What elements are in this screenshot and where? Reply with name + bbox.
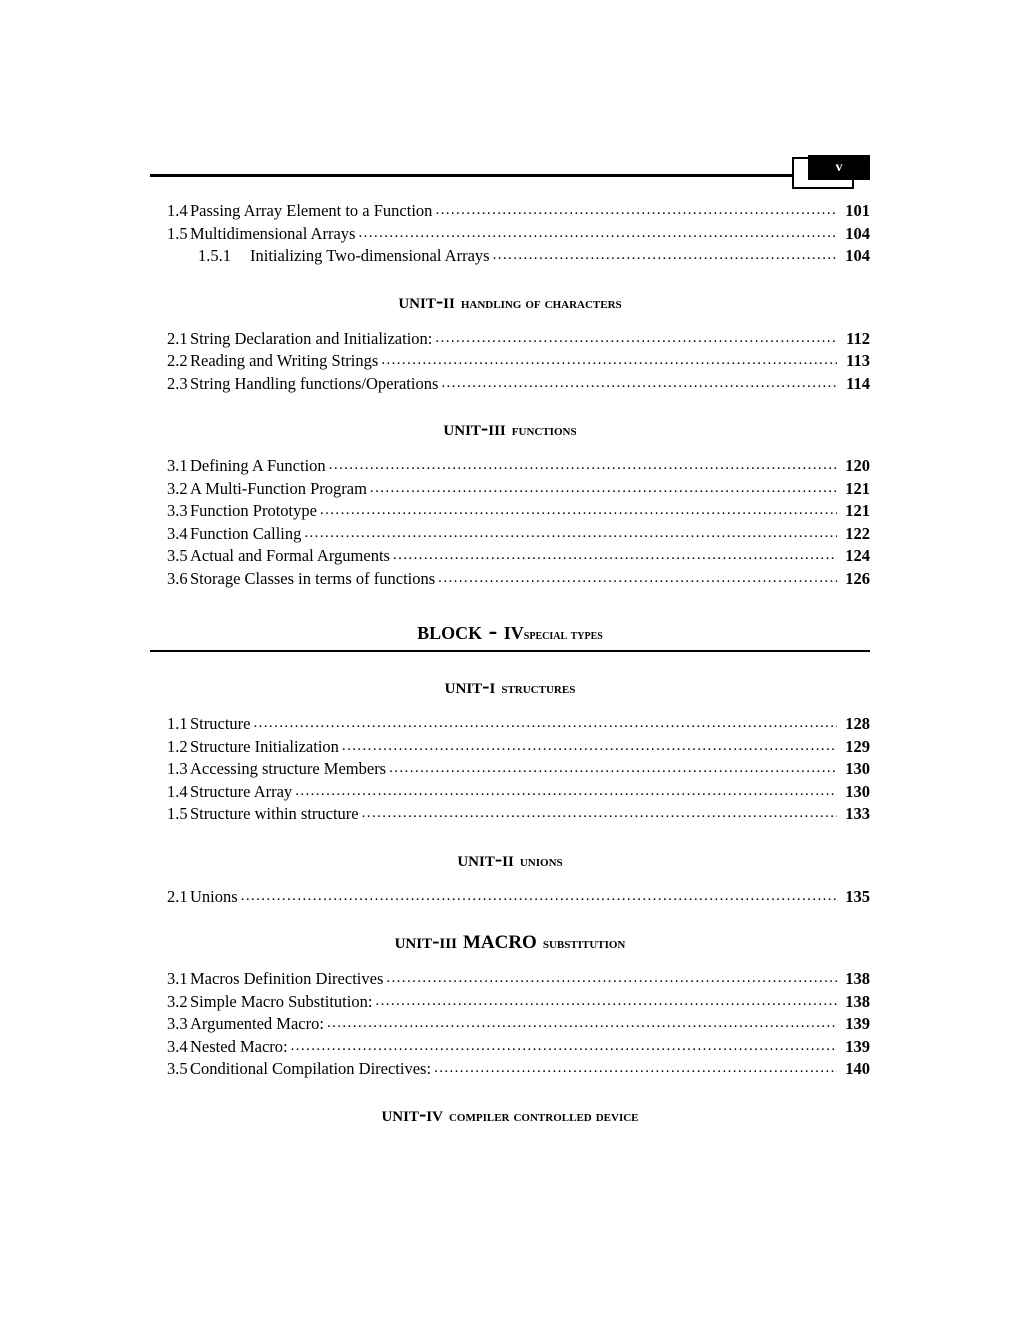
toc-leader-dots: [435, 200, 837, 223]
unit-3-macro-entries: [150, 968, 870, 1081]
toc-entry[interactable]: [150, 478, 870, 501]
toc-entry[interactable]: [150, 736, 870, 759]
toc-leader-dots: [370, 478, 837, 501]
toc-leader-dots: [327, 1013, 837, 1036]
toc-entry-page-number: 121: [845, 501, 870, 520]
toc-entry-number: 3.2: [167, 478, 188, 498]
toc-entry-title: Reading and Writing Strings: [190, 351, 379, 370]
toc-leader-dots: [295, 781, 837, 804]
toc-entry-number: 3.4: [167, 1036, 188, 1056]
toc-leader-dots: [386, 968, 837, 991]
toc-leader-dots: [381, 350, 837, 373]
toc-entry[interactable]: [150, 523, 870, 546]
spacer: [150, 1081, 870, 1101]
unit-heading-subtitle: compiler controlled device: [448, 1107, 639, 1125]
toc-body: [150, 200, 870, 1141]
spacer: [150, 908, 870, 928]
page-header: [150, 155, 870, 195]
toc-entry-page-number: 139: [845, 1014, 870, 1033]
toc-leader-dots: [393, 545, 837, 568]
toc-entry-title: Initializing Two-dimensional Arrays: [250, 246, 490, 265]
toc-leader-dots: [389, 758, 837, 781]
toc-entry-page-number: 124: [845, 546, 870, 565]
toc-entry-title: Actual and Formal Arguments: [190, 546, 390, 565]
toc-entry-title: Argumented Macro:: [190, 1014, 324, 1033]
toc-entry[interactable]: [150, 350, 870, 373]
toc-entry-title: Structure Initialization: [190, 736, 339, 756]
toc-entry-number: 3.5: [167, 546, 188, 565]
unit-heading-subtitle: structures: [501, 680, 576, 697]
toc-leader-dots: [434, 1058, 837, 1081]
toc-entry-title: Conditional Compilation Directives:: [190, 1059, 432, 1078]
toc-entry-title: Structure within structure: [190, 804, 359, 823]
toc-leader-dots: [435, 328, 837, 351]
unit-1-structures-entries: [150, 713, 870, 826]
toc-entry-title: A Multi-Function Program: [190, 478, 367, 498]
toc-entry[interactable]: [150, 1058, 870, 1081]
toc-entry-title: Multidimensional Arrays: [190, 223, 356, 243]
toc-entry[interactable]: [150, 545, 870, 568]
unit-heading-subtitle: substitution: [542, 935, 626, 952]
toc-entry-number: 2.2: [167, 351, 188, 370]
toc-leader-dots: [358, 223, 837, 246]
header-rule: [150, 174, 820, 177]
spacer: [150, 699, 870, 713]
toc-entry-page-number: 112: [846, 328, 870, 348]
page-number-tab: [792, 155, 870, 193]
continued-unit-entries: [150, 200, 870, 268]
toc-entry[interactable]: [150, 886, 870, 909]
spacer: [150, 1127, 870, 1141]
toc-entry-number: 3.2: [167, 991, 188, 1011]
toc-entry-title: Macros Definition Directives: [190, 969, 384, 988]
spacer: [150, 395, 870, 415]
toc-leader-dots: [342, 736, 837, 759]
spacer: [150, 653, 870, 673]
toc-entry-page-number: 126: [845, 568, 870, 588]
spacer: [150, 590, 870, 616]
toc-leader-dots: [304, 523, 837, 546]
block-heading-subtitle: special types: [523, 628, 603, 643]
toc-entry[interactable]: [150, 223, 870, 246]
unit-heading-label: unit-ii: [457, 845, 514, 871]
unit-heading-label: unit-i: [444, 673, 496, 698]
toc-entry-page-number: 138: [845, 991, 870, 1011]
unit-heading-subtitle-caps: MACRO: [462, 932, 537, 953]
page-number-label: v: [835, 160, 843, 175]
toc-entry-title: Nested Macro:: [190, 1036, 288, 1056]
toc-leader-dots: [241, 886, 837, 909]
block-4-special-types: [150, 616, 870, 646]
unit-heading-subtitle: unions: [519, 852, 563, 870]
toc-entry-page-number: 128: [845, 714, 870, 733]
toc-entry-page-number: 133: [845, 804, 870, 823]
toc-entry-number: 3.3: [167, 1014, 188, 1033]
toc-entry-number: 1.3: [167, 759, 188, 778]
toc-entry-number: 1.5: [167, 223, 188, 243]
toc-entry-title: Function Calling: [190, 523, 302, 543]
toc-entry-number: 3.1: [167, 456, 188, 475]
toc-entry-number: 1.4: [167, 781, 188, 801]
toc-entry-page-number: 130: [845, 781, 870, 801]
toc-entry-page-number: 122: [845, 523, 870, 543]
toc-entry[interactable]: [150, 758, 870, 781]
unit-3-entries: [150, 455, 870, 590]
unit-3-functions: [150, 415, 870, 441]
toc-leader-dots: [320, 500, 837, 523]
toc-entry-page-number: 120: [845, 456, 870, 475]
toc-entry-page-number: 140: [845, 1059, 870, 1078]
unit-heading-label: unit-ii: [398, 287, 455, 313]
unit-2-entries: [150, 328, 870, 396]
spacer: [150, 314, 870, 328]
spacer: [150, 954, 870, 968]
toc-entry-number: 2.1: [167, 886, 188, 906]
toc-leader-dots: [438, 568, 837, 591]
toc-entry-title: String Handling functions/Operations: [190, 373, 439, 393]
toc-entry-number: 3.3: [167, 501, 188, 520]
toc-entry[interactable]: [150, 200, 870, 223]
toc-entry-number: 3.4: [167, 523, 188, 543]
toc-entry-page-number: 101: [845, 201, 870, 220]
spacer: [150, 872, 870, 886]
unit-4-compiler-controlled-device: [150, 1101, 870, 1127]
toc-entry[interactable]: [150, 1013, 870, 1036]
toc-entry-page-number: 121: [845, 478, 870, 498]
toc-entry-page-number: 113: [846, 351, 870, 370]
unit-3-macro-substitution: [150, 928, 870, 954]
toc-entry-title: Passing Array Element to a Function: [190, 201, 433, 220]
toc-entry-page-number: 135: [845, 886, 870, 906]
toc-entry-page-number: 104: [845, 246, 870, 265]
toc-entry-title: Storage Classes in terms of functions: [190, 568, 436, 588]
toc-entry-title: Structure: [190, 714, 251, 733]
toc-entry-title: Function Prototype: [190, 501, 317, 520]
spacer: [150, 268, 870, 288]
toc-leader-dots: [253, 713, 837, 736]
toc-entry-number: 2.1: [167, 328, 188, 348]
toc-entry[interactable]: [150, 781, 870, 804]
unit-heading-label: unit-iii: [443, 415, 506, 440]
toc-entry[interactable]: [150, 373, 870, 396]
toc-leader-dots: [329, 455, 837, 478]
unit-heading-subtitle: handling of characters: [460, 294, 622, 312]
unit-heading-subtitle: functions: [511, 422, 577, 439]
toc-entry-page-number: 129: [845, 736, 870, 756]
toc-entry-page-number: 139: [845, 1036, 870, 1056]
toc-entry-page-number: 104: [845, 223, 870, 243]
toc-leader-dots: [375, 991, 837, 1014]
toc-entry-number: 1.5: [167, 804, 188, 823]
toc-entry[interactable]: [150, 500, 870, 523]
toc-entry-title: Structure Array: [190, 781, 293, 801]
spacer: [150, 826, 870, 846]
toc-leader-dots: [493, 245, 837, 268]
toc-entry[interactable]: [150, 968, 870, 991]
toc-entry-title: Simple Macro Substitution:: [190, 991, 373, 1011]
toc-entry-number: 1.4: [167, 201, 188, 220]
toc-entry-number: 2.3: [167, 373, 188, 393]
unit-2-handling-of-characters: [150, 288, 870, 314]
toc-entry-number: 3.1: [167, 969, 188, 988]
toc-entry-page-number: 130: [845, 759, 870, 778]
toc-entry-number: 3.5: [167, 1059, 188, 1078]
toc-leader-dots: [291, 1036, 837, 1059]
toc-entry[interactable]: [150, 245, 870, 268]
block-heading-label: block - iv: [417, 616, 524, 645]
toc-entry[interactable]: [150, 1036, 870, 1059]
unit-1-structures: [150, 673, 870, 699]
unit-2-unions-entries: [150, 886, 870, 909]
toc-entry-title: Unions: [190, 886, 238, 906]
toc-entry-number: 1.2: [167, 736, 188, 756]
toc-entry[interactable]: [150, 713, 870, 736]
toc-entry-page-number: 138: [845, 969, 870, 988]
unit-heading-label: unit-iv: [381, 1100, 443, 1126]
toc-entry[interactable]: [150, 568, 870, 591]
unit-2-unions: [150, 846, 870, 872]
toc-entry-number: 1.5.1: [198, 246, 231, 265]
toc-entry-title: Accessing structure Members: [190, 759, 387, 778]
toc-entry-title: Defining A Function: [190, 456, 326, 475]
toc-leader-dots: [362, 803, 837, 826]
unit-heading-label: unit-iii: [394, 928, 457, 953]
toc-entry-number: 3.6: [167, 568, 188, 588]
spacer: [150, 441, 870, 455]
toc-entry-page-number: 114: [846, 373, 870, 393]
toc-entry[interactable]: [150, 455, 870, 478]
toc-entry[interactable]: [150, 328, 870, 351]
toc-leader-dots: [441, 373, 837, 396]
toc-entry[interactable]: [150, 991, 870, 1014]
toc-entry[interactable]: [150, 803, 870, 826]
toc-entry-title: String Declaration and Initialization:: [190, 328, 433, 348]
toc-entry-number: 1.1: [167, 714, 188, 733]
